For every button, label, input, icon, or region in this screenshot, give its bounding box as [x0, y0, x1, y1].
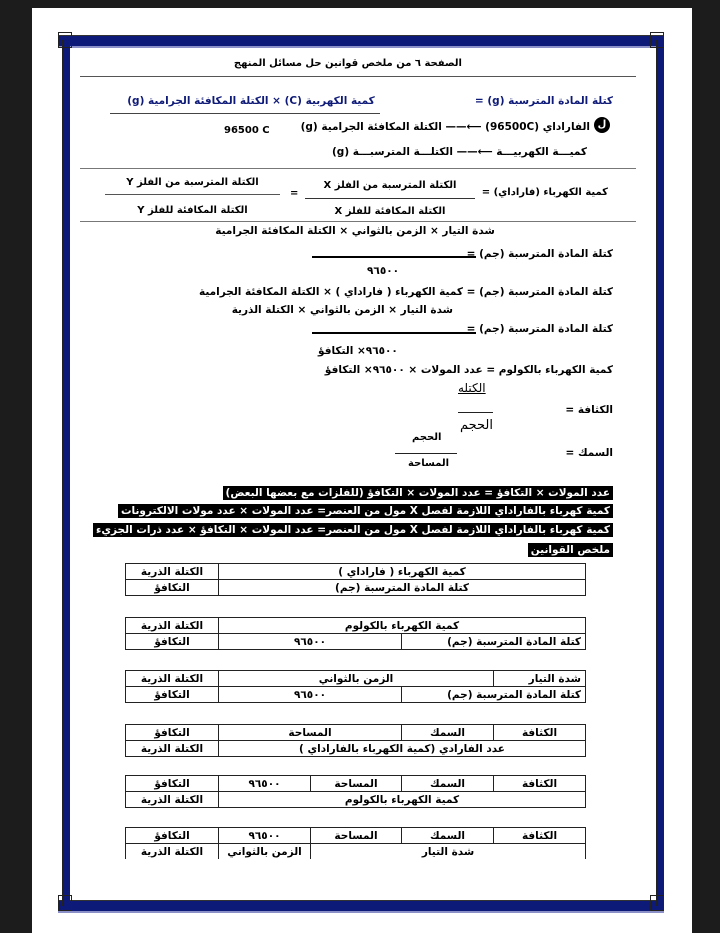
- table-cell: التكافؤ: [126, 725, 219, 741]
- table-cell: كتلة المادة المترسبة (جم): [402, 687, 586, 703]
- faraday-relation: الفاراداي (96500C) ⟵—— الكتلة المكافئة الجرامية (g): [300, 121, 590, 133]
- fraction-line: [395, 453, 457, 454]
- page-title: الصفحة ٦ من ملخص قوانين حل مسائل المنهج: [233, 58, 462, 69]
- header-divider: [80, 76, 636, 77]
- table-cell: شدة التيار: [494, 671, 586, 687]
- charge-relation: كميـــة الكهربيـــة ⟵—— الكتلـــة المترسبـــة (g): [331, 146, 587, 158]
- table-cell: الكثافة: [494, 725, 586, 741]
- summary-table-1: [125, 563, 586, 596]
- fraction-line: [305, 198, 475, 199]
- table-row: [126, 844, 586, 860]
- thickness-label: السمك =: [565, 447, 613, 459]
- table-cell: التكافؤ: [126, 634, 219, 650]
- formula-1-lhs: كتلة المادة المترسبة (جم) =: [466, 248, 613, 260]
- metal-x-equivalent: الكتلة المكافئة للفلز X: [334, 206, 446, 217]
- table-cell: كمية الكهرباء بالكولوم: [219, 792, 586, 808]
- mass-formula-numerator: كمية الكهربية (C) × الكتلة المكافئة الجرامية (g): [127, 95, 375, 107]
- table-row: [126, 776, 586, 792]
- table-cell: الكتلة الذرية: [126, 671, 219, 687]
- table-cell: المساحة: [311, 828, 402, 844]
- table-cell: التكافؤ: [126, 828, 219, 844]
- table-row: [126, 618, 586, 634]
- page-frame-top: [58, 35, 664, 48]
- formula-1-numerator: شدة التيار × الزمن بالثواني × الكتلة المكافئة الجرامية: [215, 225, 495, 237]
- table-cell: الكتلة الذرية: [126, 792, 219, 808]
- table-row: [126, 671, 586, 687]
- density-label: الكثافة =: [565, 404, 613, 416]
- fraction-line: [312, 256, 476, 258]
- table-row: [126, 687, 586, 703]
- mass-deposited-label: كتلة المادة المترسبة (g) =: [474, 95, 613, 107]
- circled-letter-icon: ل: [594, 117, 610, 133]
- table-row: [126, 564, 586, 580]
- highlight-rule-3: كمية كهرباء بالفاراداي اللازمة لفصل X مول من العنصر= عدد المولات × التكافؤ × عدد ذرات الجزيء: [93, 523, 613, 537]
- table-cell: كتلة المادة المترسبة (جم): [402, 634, 586, 650]
- section-divider: [80, 168, 636, 169]
- table-cell: الزمن بالثواني: [219, 671, 494, 687]
- thickness-denominator: المساحة: [408, 458, 450, 469]
- fraction-line: [110, 113, 380, 114]
- metal-y-equivalent: الكتلة المكافئة للفلز Y: [137, 205, 248, 216]
- formula-3-numerator: شدة التيار × الزمن بالثواني × الكتلة الذرية: [231, 304, 453, 316]
- table-cell: الكثافة: [494, 828, 586, 844]
- table-cell: الكتلة الذرية: [126, 741, 219, 757]
- frame-corner-ornament: [58, 895, 72, 911]
- summary-table-3: [125, 670, 586, 703]
- table-cell: التكافؤ: [126, 776, 219, 792]
- table-cell: الكتلة الذرية: [126, 844, 219, 860]
- table-cell: التكافؤ: [126, 580, 219, 596]
- table-row: [126, 725, 586, 741]
- formula-3-denominator: ٩٦٥٠٠× التكافؤ: [318, 345, 398, 357]
- table-cell: كتلة المادة المترسبة (جم): [219, 580, 586, 596]
- faraday-quantity-label: كمية الكهرباء (فاراداي) =: [481, 187, 608, 198]
- table-row: [126, 580, 586, 596]
- table-cell: كمية الكهرباء بالكولوم: [219, 618, 586, 634]
- summary-table-6: [125, 827, 586, 859]
- equals-sign: =: [290, 188, 299, 199]
- table-cell: الكتلة الذرية: [126, 564, 219, 580]
- formula-3-lhs: كتلة المادة المترسبة (جم) =: [466, 323, 613, 335]
- formula-1-denominator: ٩٦٥٠٠: [367, 265, 400, 277]
- frame-corner-ornament: [650, 32, 664, 48]
- table-row: [126, 828, 586, 844]
- highlight-rule-2: كمية كهرباء بالفاراداي اللازمة لفصل X مول من العنصر= عدد المولات × عدد مولات الالكترونات: [118, 504, 613, 518]
- summary-table-4: [125, 724, 586, 757]
- table-cell: المساحة: [219, 725, 402, 741]
- table-cell: الكتلة الذرية: [126, 618, 219, 634]
- table-cell: شدة التيار: [311, 844, 586, 860]
- table-cell: الزمن بالثواني: [219, 844, 311, 860]
- fraction-line: [105, 194, 280, 195]
- table-cell: ٩٦٥٠٠: [219, 687, 402, 703]
- table-cell: كمية الكهرباء ( فاراداي ): [219, 564, 586, 580]
- formula-2-line: كتلة المادة المترسبة (جم) = كمية الكهرباء ( فاراداي ) × الكتلة المكافئة الجرامية: [198, 286, 613, 298]
- summary-label: ملخص القوانين: [528, 543, 613, 557]
- density-denominator: الحجم: [460, 418, 494, 433]
- density-numerator: الكتله: [458, 381, 486, 395]
- summary-table-2: [125, 617, 586, 650]
- formula-4-line: كمية الكهرباء بالكولوم = عدد المولات × ٩٦٥٠٠× التكافؤ: [324, 364, 613, 376]
- metal-x-mass: الكتلة المترسبة من الفلز X: [323, 180, 457, 191]
- page-frame-bottom: [58, 900, 664, 913]
- table-cell: السمك: [402, 725, 494, 741]
- table-cell: عدد الفارادي (كمية الكهرباء بالفاراداي ): [219, 741, 586, 757]
- mass-formula-denominator: 96500 C: [224, 125, 270, 136]
- metal-y-mass: الكتلة المترسبة من الفلز Y: [126, 177, 259, 188]
- table-cell: ٩٦٥٠٠: [219, 776, 311, 792]
- page-frame-left: [62, 40, 70, 906]
- table-row: [126, 741, 586, 757]
- table-row: [126, 634, 586, 650]
- table-row: [126, 792, 586, 808]
- fraction-line: [312, 332, 476, 334]
- frame-corner-ornament: [650, 895, 664, 911]
- table-cell: التكافؤ: [126, 687, 219, 703]
- thickness-numerator: الحجم: [412, 432, 442, 443]
- table-cell: الكثافة: [494, 776, 586, 792]
- table-cell: ٩٦٥٠٠: [219, 634, 402, 650]
- section-divider: [80, 221, 636, 222]
- table-cell: السمك: [402, 776, 494, 792]
- highlight-rule-1: عدد المولات × التكافؤ = عدد المولات × التكافؤ (للفلزات مع بعضها البعض): [223, 486, 613, 500]
- fraction-line: [458, 412, 493, 413]
- frame-corner-ornament: [58, 32, 72, 48]
- table-cell: ٩٦٥٠٠: [219, 828, 311, 844]
- summary-table-5: [125, 775, 586, 808]
- table-cell: السمك: [402, 828, 494, 844]
- page-frame-right: [656, 40, 664, 906]
- table-cell: المساحة: [311, 776, 402, 792]
